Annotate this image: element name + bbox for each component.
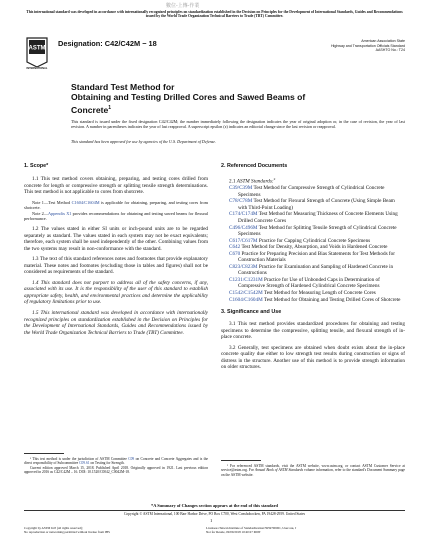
reference-code-link[interactable]: C1604/C1604M <box>229 296 263 303</box>
reference-code-link[interactable]: C617/C617M <box>229 237 258 244</box>
reference-title: Practice for Examination and Sampling of Hardened Concrete in Constructions <box>238 263 394 277</box>
para-1-1: 1.1 This test method covers obtaining, preparing, and testing cores drilled from concrete for length or compressive strength or splitting tensile strength determinations. This test method is not applicable to cores from shotcrete. <box>24 176 208 196</box>
watermark-stamp: 數位-上傳-作業 <box>166 3 200 9</box>
copyright-line: Copyright © ASTM International, 100 Barr Harbor Drive, PO Box C700, West Conshohocken, PA 19428-2959. United States <box>123 512 306 516</box>
reference-code-link[interactable]: C642 <box>229 244 241 251</box>
refs-list <box>221 185 405 303</box>
reference-item <box>229 251 405 264</box>
reference-item <box>229 211 405 224</box>
reference-item <box>229 277 405 290</box>
reference-code-link[interactable]: C823/C823M <box>229 263 258 270</box>
reference-code-link[interactable]: C78/C78M <box>229 198 253 205</box>
license-left <box>24 527 110 535</box>
reference-code-link[interactable]: C39/C39M <box>229 185 253 192</box>
footnote-divider-2 <box>221 460 261 461</box>
reference-title: Test Method for Density, Absorption, and Voids in Hardened Concrete <box>240 244 388 251</box>
issued-note: This standard is issued under the fixed designation C42/C42M; the number immediately following the designation indicates the year of original adoption or, in the case of revision, the year of last revision. A number in parentheses indicates the year of last reapproval. A superscript epsilon (ε) indicates an editorial change since the last revision or reapproval. <box>71 119 405 130</box>
reference-item <box>229 297 405 304</box>
reference-code-link[interactable]: C1231/C1231M <box>229 276 263 283</box>
reference-item <box>229 185 405 198</box>
c1604-link[interactable]: C1604/C1604M <box>71 199 100 205</box>
right-column <box>221 163 405 371</box>
reference-item <box>229 225 405 238</box>
appendix-x1-link[interactable]: Appendix X1 <box>48 210 72 216</box>
c09-61-link[interactable]: C09.61 <box>79 461 90 466</box>
astm-logo <box>24 36 50 70</box>
license-right-line-2: Not for Resale, 09/09/2018 10:40:27 MDT <box>206 529 261 534</box>
summary-of-changes-note: *A Summary of Changes section appears at the end of this standard <box>151 503 278 508</box>
footnote-divider <box>24 453 64 454</box>
reference-title: Practice for Use of Unbonded Caps in Determination of Compressive Strength of Hardened Cylindrical Concrete Specimens <box>238 276 380 290</box>
reference-item <box>229 198 405 211</box>
reference-title: Test Method for Splitting Tensile Strength of Cylindrical Concrete Specimens <box>238 224 397 238</box>
para-1-5: 1.5 This international standard was developed in accordance with internationally recognized principles on standardization established in the Decision on Principles for the Development of International Standards, Guides and Recommendations issued by the World Trade Organization Technical Barriers to Trade (TBT) Committee. <box>24 310 208 336</box>
document-title <box>71 82 391 115</box>
reference-title: Practice for Capping Cylindrical Concrete Specimens <box>257 237 371 244</box>
footnote-2: ² For referenced ASTM standards, visit the ASTM website, www.astm.org, or contact ASTM Customer Service at service@astm.org. For Annual Book of ASTM Standards volume information, refer to the standard's Document Summary page on the ASTM website. <box>221 464 405 477</box>
designation: Designation: C42/C42M − 18 <box>58 39 157 48</box>
refs-heading: 2. Referenced Documents <box>221 163 288 169</box>
astm-logo-icon <box>24 36 50 70</box>
reference-code-link[interactable]: C1542/C1542M <box>229 290 263 297</box>
aashto-block <box>290 39 405 53</box>
para-1-3: 1.3 The text of this standard references notes and footnotes that provide explanatory material. These notes and footnotes (excluding those in tables and figures) shall not be considered as requirements of the standard. <box>24 256 208 276</box>
reference-title: Test Method for Compressive Strength of Cylindrical Concrete Specimens <box>238 185 385 198</box>
note-2: Note 2—Appendix X1 provides recommendations for obtaining and testing sawed beams for flexural performance. <box>24 210 208 222</box>
para-3-2: 3.2 Generally, test specimens are obtained when doubt exists about the in-place concrete quality due either to low strength test results during construction or signs of distress in the structure. Another use of this method is to provide strength information on older structures. <box>221 344 405 371</box>
license-left-line-1: Copyright by ASTM Int'l (all rights reserved); <box>24 526 83 530</box>
footer-divider <box>24 510 405 511</box>
reference-title: Test Method for Flexural Strength of Concrete (Using Simple Beam with Third-Point Loading) <box>238 198 395 211</box>
title-line-2: Obtaining and Testing Drilled Cores and Sawed Beams of <box>71 92 306 103</box>
reference-title: Practice for Preparing Precision and Bias Statements for Test Methods for Construction Materials <box>238 250 395 264</box>
title-line-1: Standard Test Method for <box>71 82 175 92</box>
para-1-4: 1.4 This standard does not purport to address all of the safety concerns, if any, associated with its use. It is the responsibility of the user of this standard to establish appropriate safety, health, and environmental practices and determine the applicability of regulatory limitations prior to use. <box>24 279 208 306</box>
footnote-1b: Current edition approved March 15, 2018. Published April 2018. Originally approved in 1921. Last previous edition approved in 2016 as C42/C42M – 16. DOI: 10.1520/C0042_C0042M-18. <box>24 465 208 475</box>
note-1: Note 1—Test Method C1604/C1604M is applicable for obtaining, preparing, and testing cores from shotcrete. <box>24 199 208 211</box>
approved-note: This standard has been approved for use by agencies of the U.S. Department of Defense. <box>71 139 217 144</box>
para-3-1: 3.1 This test method provides standardized procedures for obtaining and testing specimens to determine the compressive, splitting tensile, and flexural strength of in-place concrete. <box>221 321 405 341</box>
scope-heading: 1. Scope* <box>24 163 49 169</box>
license-left-line-2: No reproduction or networking permitted without license from IHS <box>24 529 110 534</box>
footnote-1: ¹ This test method is under the jurisdiction of ASTM Committee C09 on Concrete and Concrete Aggregates and is the direct responsibility of Subcommittee C09.61 on Testing for Strength. <box>24 457 208 466</box>
reference-title: Test Method for Measuring Thickness of Concrete Elements Using Drilled Concrete Cores <box>238 211 398 225</box>
footnote-2-block <box>221 460 405 477</box>
reference-title: Test Method for Measuring Length of Concrete Cores <box>262 290 376 297</box>
title-line-3: Concrete$^1$ <box>71 104 112 115</box>
reference-code-link[interactable]: C670 <box>229 250 241 257</box>
aashto-line-3: AASHTO No.: T24 <box>375 48 405 53</box>
significance-heading: 3. Significance and Use <box>221 309 282 316</box>
logo-sub: INTERNATIONAL <box>26 67 48 70</box>
svg-text:ASTM: ASTM <box>28 45 46 52</box>
c09-link[interactable]: C09 <box>128 457 135 461</box>
license-right <box>206 527 296 535</box>
footnote-1-block <box>24 453 208 475</box>
reference-code-link[interactable]: C174/C174M <box>229 211 258 218</box>
reference-code-link[interactable]: C496/C496M <box>229 224 258 231</box>
license-right-line-1: Licensee=Taiwan Institute of Standardization/5959700001, User=uu, J <box>206 526 297 530</box>
header-notice: This international standard was developed in accordance with internationally recognized principles on standardization established in the Decision on Principles for the Development of International Standards, Guides and Recommendations issued by the World Trade Organization Technical Barriers to Trade (TBT) Committee. <box>26 10 403 19</box>
aashto-line-2: Highway and Transportation Officials Standard <box>330 43 405 48</box>
aashto-line-1: American Association State <box>361 39 405 43</box>
reference-item <box>229 264 405 277</box>
left-column <box>24 163 208 336</box>
para-1-2: 1.2 The values stated in either SI units or inch-pound units are to be regarded separately as standard. The values stated in each system may not be exact equivalents; therefore, each system shall be used independently of the other. Combining values from the two systems may result in non-conformance with the standard. <box>24 226 208 252</box>
reference-title: Test Method for Obtaining and Testing Drilled Cores of Shotcrete <box>262 296 401 303</box>
page-number: 1 <box>210 518 213 523</box>
para-2-1: 2.1 ASTM Standards:$^2$ <box>229 177 276 185</box>
